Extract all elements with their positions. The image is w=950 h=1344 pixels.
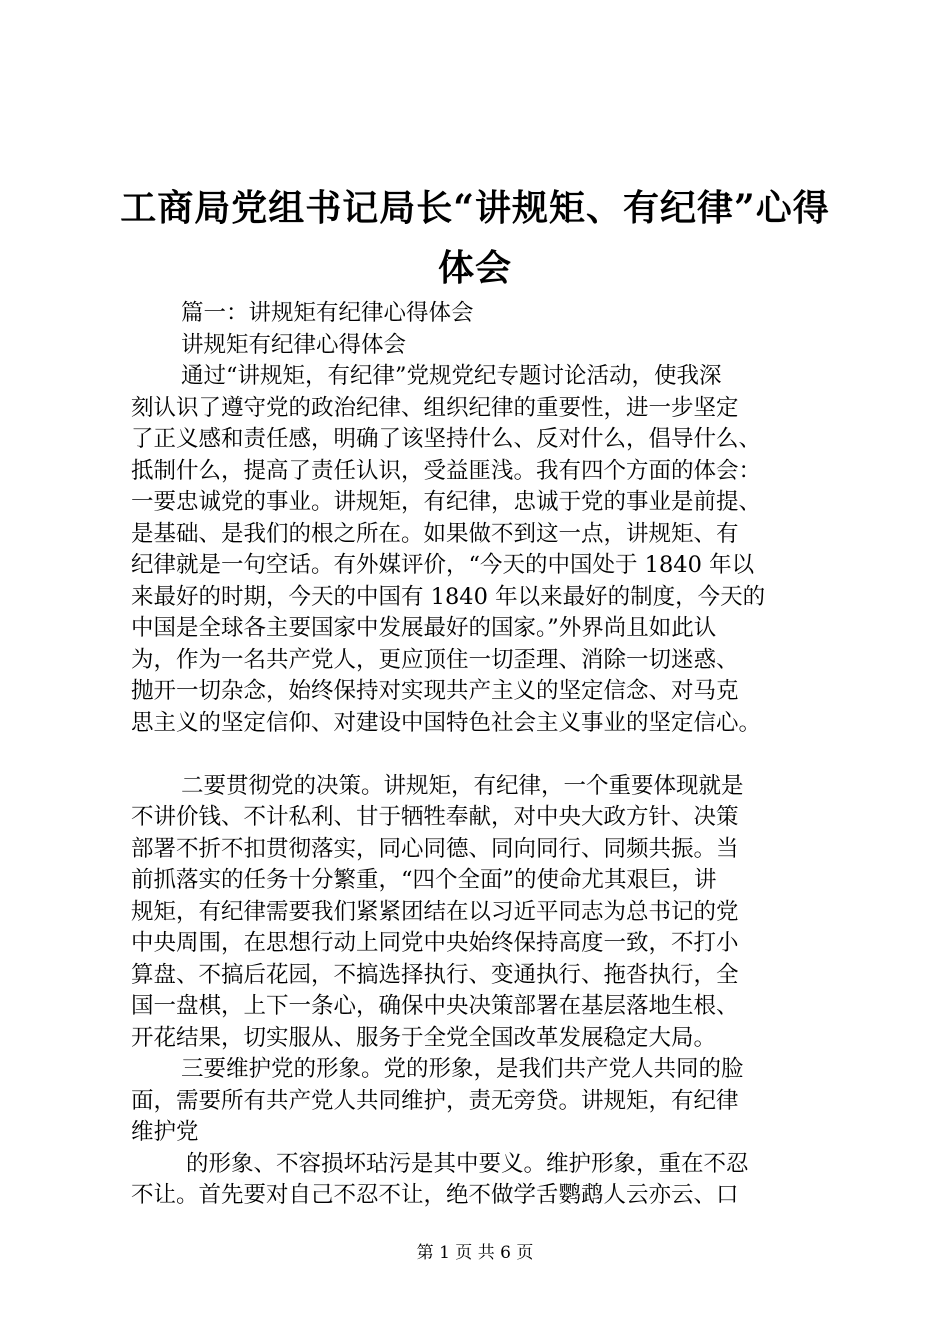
text-line: 面，需要所有共产党人共同维护，责无旁贷。讲规矩，有纪律 (131, 1087, 739, 1114)
document-body (131, 298, 831, 1212)
text-line: 思主义的坚定信仰、对建设中国特色社会主义事业的坚定信心。 (131, 709, 762, 736)
title-line-1: 工商局党组书记局长“讲规矩、有纪律”心得 (120, 187, 830, 229)
text-line: 刻认识了遵守党的政治纪律、组织纪律的重要性，进一步坚定 (131, 394, 739, 421)
text-line: 二要贯彻党的决策。讲规矩，有纪律，一个重要体现就是 (181, 772, 744, 799)
text-line: 规矩，有纪律需要我们紧紧团结在以习近平同志为总书记的党 (131, 898, 739, 925)
text-line: 三要维护党的形象。党的形象，是我们共产党人共同的脸 (181, 1056, 744, 1082)
text-line: 国一盘棋，上下一条心，确保中央决策部署在基层落地生根、 (131, 993, 739, 1019)
text-line: 开花结果，切实服从、服务于全党全国改革发展稳定大局。 (131, 1024, 717, 1051)
document-title (110, 178, 840, 298)
text-line: 通过“讲规矩，有纪律”党规党纪专题讨论活动，使我深 (181, 363, 722, 389)
text-line: 算盘、不搞后花园，不搞选择执行、变通执行、拖沓执行，全 (131, 961, 739, 988)
text-line: 抵制什么，提高了责任认识，受益匪浅。我有四个方面的体会： (131, 457, 762, 484)
text-line: 的形象、不容损坏玷污是其中要义。维护形象，重在不忍 (186, 1150, 749, 1177)
blank-line (131, 739, 831, 771)
text-line: 讲规矩有纪律心得体会 (181, 331, 407, 358)
text-line: 篇一：讲规矩有纪律心得体会 (181, 300, 474, 326)
text-line: 抛开一切杂念，始终保持对实现共产主义的坚定信念、对马克 (131, 678, 739, 704)
text-line: 一要忠诚党的事业。讲规矩，有纪律，忠诚于党的事业是前提、 (131, 489, 762, 515)
text-line: 中国是全球各主要国家中发展最好的国家。”外界尚且如此认 (131, 615, 717, 641)
text-line: 来最好的时期，今天的中国有 1840 年以来最好的制度，今天的 (131, 583, 766, 610)
text-line: 部署不折不扣贯彻落实，同心同德、同向同行、同频共振。当 (131, 835, 739, 862)
title-line-2: 体会 (437, 247, 512, 289)
text-line: 维护党 (131, 1119, 199, 1145)
text-line: 为，作为一名共产党人，更应顶住一切歪理、消除一切迷惑、 (131, 646, 739, 673)
text-line: 不讲价钱、不计私利、甘于牺牲奉献，对中央大政方针、决策 (131, 804, 739, 830)
text-line: 了正义感和责任感，明确了该坚持什么、反对什么，倡导什么、 (131, 426, 762, 452)
text-line: 纪律就是一句空话。有外媒评价，“今天的中国处于 1840 年以 (131, 552, 755, 578)
text-line: 不让。首先要对自己不忍不让，绝不做学舌鹦鹉人云亦云、口 (131, 1182, 739, 1208)
text-line: 中央周围，在思想行动上同党中央始终保持高度一致，不打小 (131, 930, 739, 956)
page-footer: 第 1 页 共 6 页 (416, 1243, 534, 1263)
text-line: 是基础、是我们的根之所在。如果做不到这一点，讲规矩、有 (131, 520, 739, 547)
text-line: 前抓落实的任务十分繁重，“四个全面”的使命尤其艰巨，讲 (131, 867, 717, 893)
